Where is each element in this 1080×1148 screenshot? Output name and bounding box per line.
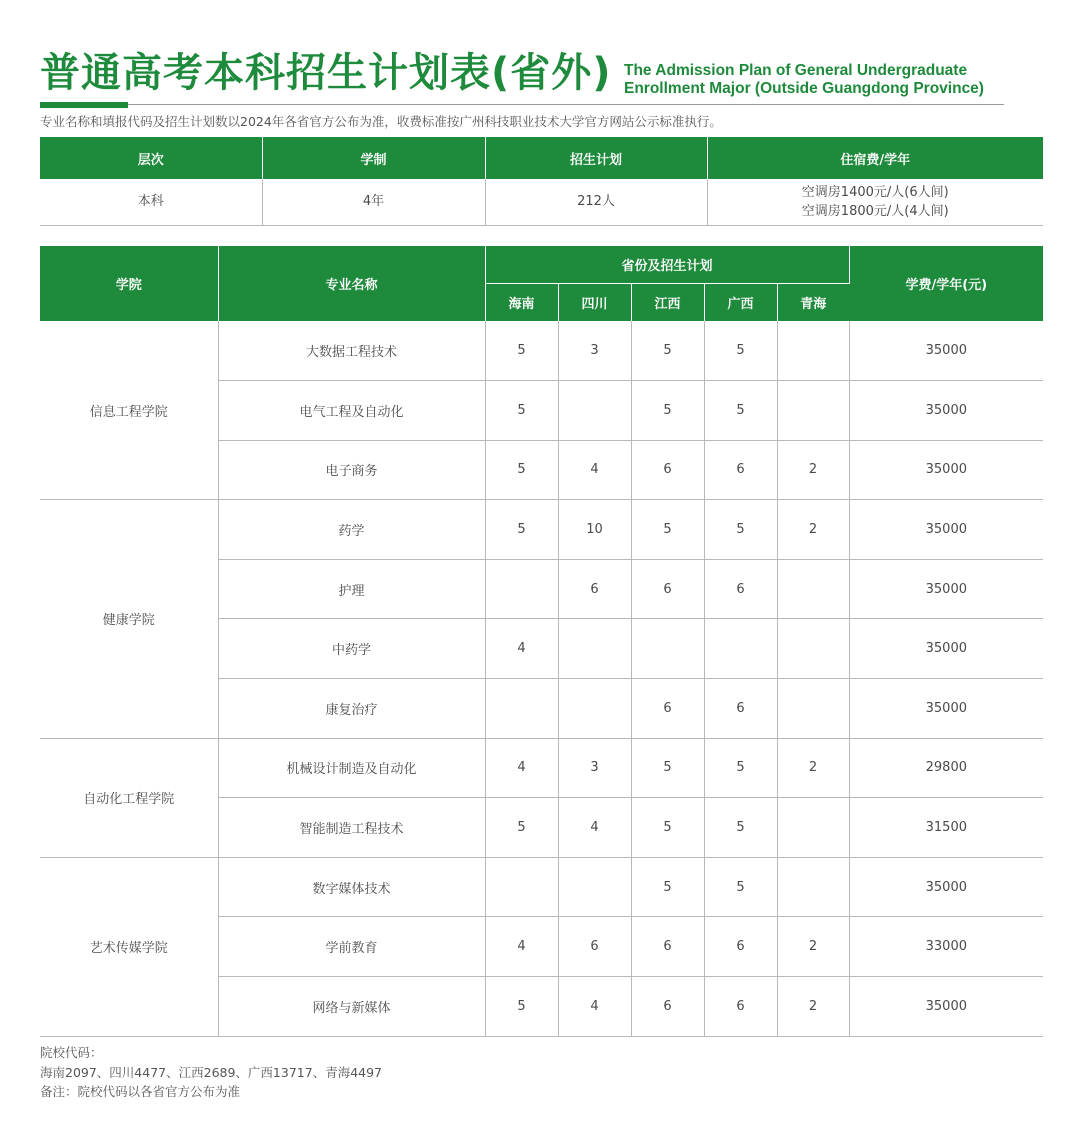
count-cell (777, 679, 849, 739)
count-cell: 3 (558, 321, 631, 381)
summary-table (40, 137, 1043, 226)
count-cell (558, 857, 631, 917)
count-cell: 10 (558, 500, 631, 560)
count-cell: 5 (704, 857, 777, 917)
school-code-label: 院校代码： (40, 1045, 103, 1060)
tuition-cell: 35000 (849, 321, 1043, 381)
header-major: 专业名称 (218, 246, 485, 321)
lodging-option-6: 空调房1400元/人(6人间) (801, 184, 949, 200)
enrollment-plan-table (40, 246, 1043, 1037)
count-cell (777, 321, 849, 381)
count-cell: 5 (631, 798, 704, 858)
tuition-cell: 35000 (849, 857, 1043, 917)
title-divider (128, 104, 1004, 105)
tuition-cell: 35000 (849, 500, 1043, 560)
header-province-hainan: 海南 (485, 283, 558, 321)
count-cell: 6 (704, 679, 777, 739)
lodging-option-4: 空调房1800元/人(4人间) (801, 203, 949, 219)
count-cell: 5 (704, 738, 777, 798)
count-cell: 5 (485, 500, 558, 560)
college-cell: 健康学院 (40, 500, 218, 738)
count-cell (558, 619, 631, 679)
major-cell: 护理 (218, 559, 485, 619)
count-cell: 6 (631, 917, 704, 977)
header-province-guangxi: 广西 (704, 283, 777, 321)
count-cell (777, 381, 849, 441)
count-cell: 6 (558, 559, 631, 619)
count-cell (485, 559, 558, 619)
header-tuition: 学费/学年(元) (849, 246, 1043, 321)
count-cell (777, 559, 849, 619)
count-cell: 4 (558, 977, 631, 1037)
count-cell: 2 (777, 977, 849, 1037)
intro-note: 专业名称和填报代码及招生计划数以2024年各省官方公布为准，收费标准按广州科技职业技术大学官方网站公示标准执行。 (40, 114, 722, 129)
summary-lodging (707, 179, 1043, 225)
table-row (40, 738, 1043, 798)
tuition-cell: 33000 (849, 917, 1043, 977)
major-cell: 大数据工程技术 (218, 321, 485, 381)
count-cell (777, 798, 849, 858)
count-cell: 4 (485, 619, 558, 679)
summary-header-level: 层次 (40, 137, 262, 179)
college-cell: 艺术传媒学院 (40, 857, 218, 1036)
title-en-line-2: Enrollment Major (Outside Guangdong Province) (624, 80, 984, 97)
count-cell (558, 679, 631, 739)
count-cell: 5 (704, 798, 777, 858)
count-cell (631, 619, 704, 679)
summary-header-duration: 学制 (262, 137, 485, 179)
count-cell: 4 (485, 917, 558, 977)
count-cell (704, 619, 777, 679)
major-cell: 电气工程及自动化 (218, 381, 485, 441)
tuition-cell: 35000 (849, 679, 1043, 739)
count-cell: 5 (485, 977, 558, 1037)
page-title-english (624, 62, 984, 98)
count-cell: 5 (485, 381, 558, 441)
count-cell (485, 679, 558, 739)
count-cell: 5 (631, 500, 704, 560)
count-cell: 6 (631, 977, 704, 1037)
page-header (40, 44, 1004, 104)
table-row (40, 500, 1043, 560)
count-cell: 5 (704, 381, 777, 441)
header-province-sichuan: 四川 (558, 283, 631, 321)
count-cell: 5 (631, 321, 704, 381)
header-college: 学院 (40, 246, 218, 321)
title-en-line-1: The Admission Plan of General Undergraduate (624, 62, 968, 79)
count-cell: 4 (558, 440, 631, 500)
college-cell: 信息工程学院 (40, 321, 218, 500)
count-cell: 4 (558, 798, 631, 858)
count-cell: 6 (704, 917, 777, 977)
summary-header-row (40, 137, 1043, 179)
summary-level: 本科 (40, 179, 262, 225)
count-cell: 5 (485, 321, 558, 381)
major-cell: 药学 (218, 500, 485, 560)
major-cell: 学前教育 (218, 917, 485, 977)
summary-header-plan: 招生计划 (485, 137, 707, 179)
tuition-cell: 35000 (849, 977, 1043, 1037)
count-cell: 6 (704, 559, 777, 619)
table-row (40, 857, 1043, 917)
count-cell: 6 (704, 977, 777, 1037)
count-cell: 3 (558, 738, 631, 798)
summary-duration: 4年 (262, 179, 485, 225)
summary-plan: 212人 (485, 179, 707, 225)
count-cell: 2 (777, 500, 849, 560)
count-cell: 5 (485, 440, 558, 500)
count-cell: 2 (777, 917, 849, 977)
tuition-cell: 35000 (849, 381, 1043, 441)
count-cell: 2 (777, 440, 849, 500)
footer-notes (40, 1043, 382, 1102)
college-cell: 自动化工程学院 (40, 738, 218, 857)
count-cell: 5 (485, 798, 558, 858)
tuition-cell: 35000 (849, 559, 1043, 619)
tuition-cell: 29800 (849, 738, 1043, 798)
header-provinces-group: 省份及招生计划 (485, 246, 849, 283)
count-cell: 2 (777, 738, 849, 798)
major-cell: 电子商务 (218, 440, 485, 500)
page-title: 普通高考本科招生计划表(省外) (40, 50, 612, 96)
count-cell (485, 857, 558, 917)
count-cell (777, 857, 849, 917)
header-province-qinghai: 青海 (777, 283, 849, 321)
count-cell: 5 (631, 738, 704, 798)
tuition-cell: 35000 (849, 440, 1043, 500)
tuition-cell: 31500 (849, 798, 1043, 858)
title-accent-bar (40, 102, 128, 108)
major-cell: 机械设计制造及自动化 (218, 738, 485, 798)
major-cell: 中药学 (218, 619, 485, 679)
header-province-jiangxi: 江西 (631, 283, 704, 321)
count-cell: 6 (704, 440, 777, 500)
count-cell: 4 (485, 738, 558, 798)
count-cell: 6 (631, 679, 704, 739)
summary-row (40, 179, 1043, 225)
count-cell: 5 (704, 500, 777, 560)
plan-header-row-1 (40, 246, 1043, 283)
count-cell: 5 (631, 857, 704, 917)
count-cell (558, 381, 631, 441)
major-cell: 数字媒体技术 (218, 857, 485, 917)
count-cell: 6 (558, 917, 631, 977)
school-code-remark: 备注：院校代码以各省官方公布为准 (40, 1084, 241, 1099)
major-cell: 网络与新媒体 (218, 977, 485, 1037)
major-cell: 康复治疗 (218, 679, 485, 739)
table-row (40, 321, 1043, 381)
major-cell: 智能制造工程技术 (218, 798, 485, 858)
tuition-cell: 35000 (849, 619, 1043, 679)
school-code-list: 海南2097、四川4477、江西2689、广西13717、青海4497 (40, 1064, 383, 1080)
count-cell: 5 (704, 321, 777, 381)
count-cell (777, 619, 849, 679)
count-cell: 6 (631, 440, 704, 500)
count-cell: 5 (631, 381, 704, 441)
summary-header-lodging: 住宿费/学年 (707, 137, 1043, 179)
count-cell: 6 (631, 559, 704, 619)
